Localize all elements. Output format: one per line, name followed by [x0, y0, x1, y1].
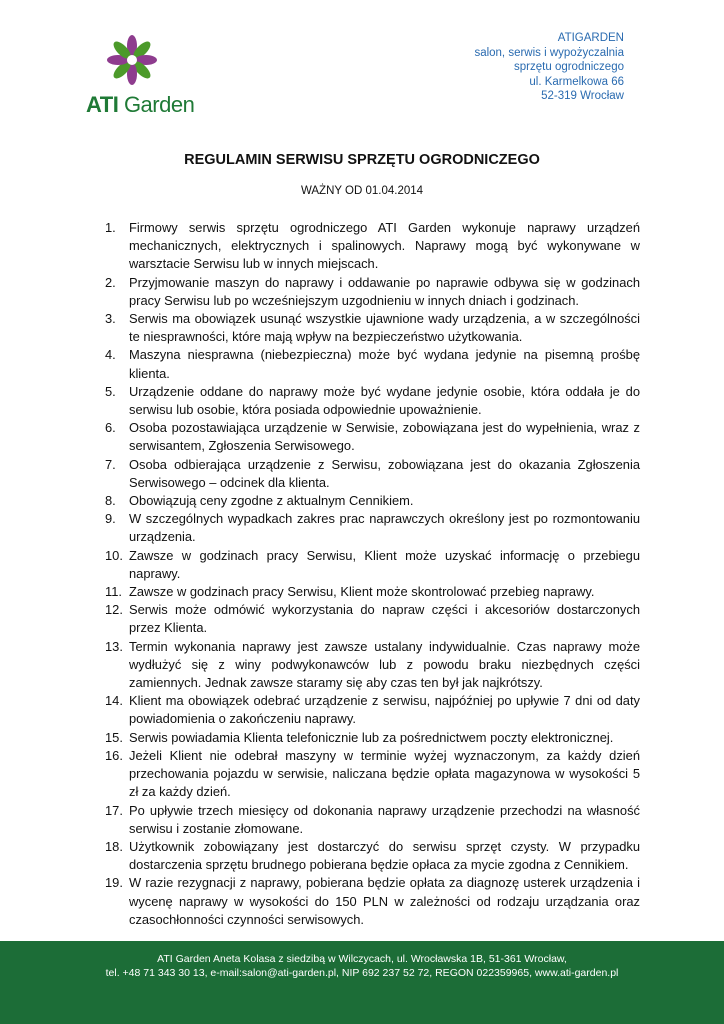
document-title: REGULAMIN SERWISU SPRZĘTU OGRODNICZEGO	[184, 152, 540, 168]
rule-text: Zawsze w godzinach pracy Serwisu, Klient może uzyskać informację o przebiegu naprawy.	[129, 547, 640, 581]
address-line: sprzętu ogrodniczego	[514, 61, 624, 73]
rule-number: 11.	[105, 584, 122, 600]
rule-text: Przyjmowanie maszyn do naprawy i oddawanie po naprawie odbywa się w godzinach pracy Serwisu lub po wcześniejszym uzgodnieniu w innych dniach i godzinach.	[129, 274, 640, 308]
rule-number: 18.	[105, 838, 123, 854]
rule-text: Maszyna niesprawna (niebezpieczna) może być wydana jedynie na pisemną prośbę klienta.	[129, 347, 640, 381]
rule-item	[105, 547, 640, 583]
rule-number: 13.	[105, 638, 123, 654]
rule-text: Użytkownik zobowiązany jest dostarczyć do serwisu sprzęt czysty. W przypadku dostarczenia sprzętu brudnego pobierana będzie opłaca za mycie zgodna z Cennikiem.	[129, 838, 640, 873]
footer-contact-line: tel. +48 71 343 30 13, e-mail:salon@ati-garden.pl, NIP 692 237 52 72, REGON 022359965, www.ati-garden.pl	[105, 967, 619, 979]
logo-wordmark	[86, 92, 194, 118]
rule-item	[105, 492, 640, 510]
document-subtitle: WAŻNY OD 01.04.2014	[300, 185, 424, 197]
footer-company-line: ATI Garden Aneta Kolasa z siedzibą w Wilczycach, ul. Wrocławska 1B, 51-361 Wrocław,	[157, 953, 567, 965]
rule-item	[105, 638, 640, 693]
rules-list	[105, 219, 640, 929]
rule-item	[105, 274, 640, 310]
address-line: ATIGARDEN	[557, 32, 624, 44]
rule-text: Serwis powiadamia Klienta telefonicznie lub za pośrednictwem poczty elektronicznej.	[129, 729, 614, 745]
rule-text: Termin wykonania naprawy jest zawsze ustalany indywidualnie. Czas naprawy może wydłużyć się z winy podwykonawców lub z powodu braku niezbędnych części zamiennych. Jednak zawsze staramy się aby czas ten był jak najkrótszy.	[129, 638, 640, 691]
rule-item	[105, 802, 640, 838]
rule-number: 6.	[105, 420, 116, 436]
rule-text: Klient ma obowiązek odebrać urządzenie z serwisu, najpóźniej po upływie 7 dni od daty powiadomienia o zakończeniu naprawy.	[129, 693, 640, 727]
rule-text: Firmowy serwis sprzętu ogrodniczego ATI Garden wykonuje naprawy urządzeń mechanicznych, elektrycznych i spalinowych. Naprawy mogą być wykonywane w warsztacie Serwisu lub w innych miejscach.	[129, 220, 640, 272]
rule-text: Jeżeli Klient nie odebrał maszyny w terminie wyżej wyznaczonym, za każdy dzień przechowania pojazdu w serwisie, naliczana będzie opłata magazynowa w wysokości 5 zł za każdy dzień.	[129, 747, 640, 800]
rule-item	[105, 419, 640, 455]
rule-number: 9.	[105, 511, 116, 527]
rule-item	[105, 510, 640, 546]
address-line: salon, serwis i wypożyczalnia	[474, 46, 624, 59]
rule-item	[105, 346, 640, 382]
rule-item	[105, 583, 640, 601]
rule-item	[105, 692, 640, 728]
logo-text-garden: Garden	[123, 92, 195, 117]
rule-item	[105, 219, 640, 274]
rule-number: 15.	[105, 729, 123, 745]
rule-text: Serwis ma obowiązek usunąć wszystkie ujawnione wady urządzenia, a w szczególności te niesprawności, które mają wpływ na bezpieczeństwo użytkowania.	[129, 311, 640, 345]
address-line: 52-319 Wrocław	[541, 90, 624, 102]
rule-text: Urządzenie oddane do naprawy może być wydane jedynie osobie, która oddała je do serwisu lub osobie, która posiada odpowiednie upoważnienie.	[129, 383, 640, 418]
rule-item	[105, 456, 640, 492]
rule-number: 16.	[105, 747, 123, 763]
rule-text: Po upływie trzech miesięcy od dokonania naprawy urządzenie przechodzi na własność serwisu i zostanie złomowane.	[129, 802, 640, 836]
logo-text-ati: ATI	[86, 92, 119, 117]
rule-number: 4.	[105, 347, 116, 363]
rule-item	[105, 747, 640, 802]
rule-number: 19.	[105, 875, 123, 891]
rule-text: W razie rezygnacji z naprawy, pobierana będzie opłata za diagnozę usterek urządzenia i wycenę naprawy w wysokości do 150 PLN w zależności od rodzaju urządzania oraz czasochłonności czynności serwisowych.	[129, 875, 640, 927]
rule-number: 12.	[105, 602, 123, 618]
rule-number: 1.	[105, 220, 116, 235]
rule-number: 5.	[105, 383, 116, 399]
rule-item	[105, 838, 640, 874]
rule-text: Osoba odbierająca urządzenie z Serwisu, zobowiązana jest do okazania Zgłoszenia Serwisowego – odcinek dla klienta.	[129, 456, 640, 490]
footer	[0, 941, 724, 1024]
rule-number: 8.	[105, 493, 116, 509]
rule-text: Serwis może odmówić wykorzystania do napraw części i akcesoriów dostarczonych przez Klienta.	[129, 602, 640, 636]
rule-item	[105, 310, 640, 346]
rule-item	[105, 601, 640, 637]
rule-item	[105, 383, 640, 419]
address-line: ul. Karmelkowa 66	[529, 75, 624, 88]
rule-number: 17.	[105, 802, 123, 818]
rule-text: Zawsze w godzinach pracy Serwisu, Klient może skontrolować przebieg naprawy.	[129, 584, 595, 600]
rule-text: Osoba pozostawiająca urządzenie w Serwisie, zobowiązana jest do wypełnienia, wraz z serwisantem, Zgłoszenia Serwisowego.	[129, 420, 640, 454]
rule-item	[105, 874, 640, 929]
rule-item	[105, 729, 640, 747]
rule-number: 3.	[105, 311, 116, 327]
rule-number: 7.	[105, 456, 116, 472]
rule-number: 14.	[105, 693, 123, 709]
company-address	[474, 31, 624, 104]
rule-number: 10.	[105, 547, 123, 563]
rule-text: W szczególnych wypadkach zakres prac naprawczych określony jest po rozmontowaniu urządzenia.	[129, 511, 640, 545]
rule-number: 2.	[105, 274, 116, 290]
rule-text: Obowiązują ceny zgodne z aktualnym Cennikiem.	[129, 493, 414, 509]
